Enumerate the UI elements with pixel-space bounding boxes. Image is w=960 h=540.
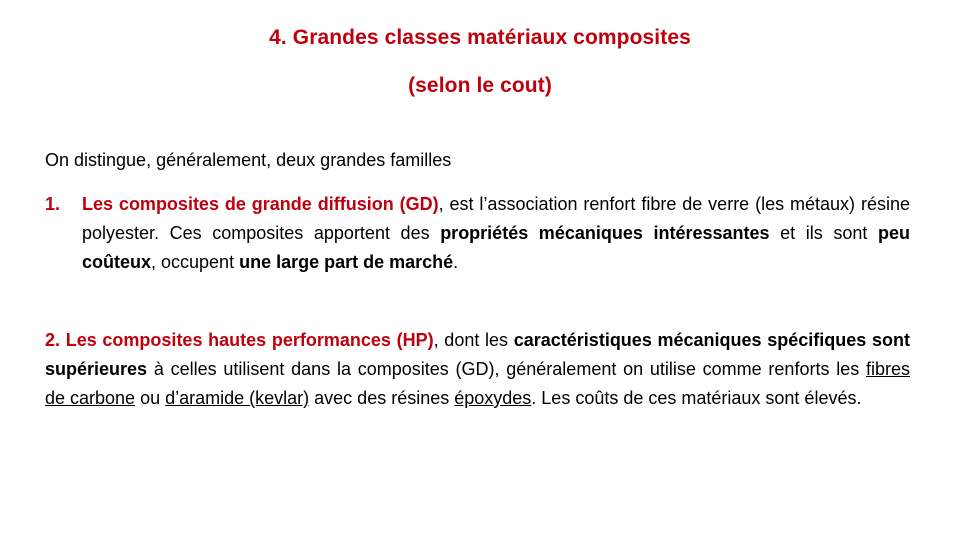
gd-bold-properties: propriétés mécaniques intéressantes <box>440 223 770 243</box>
intro-text: On distingue, généralement, deux grandes familles <box>45 150 452 170</box>
list-item-body <box>82 190 910 277</box>
hp-heading: 2. Les composites hautes performances (HP) <box>45 330 434 350</box>
paragraph-hp <box>45 326 910 413</box>
hp-underline-epoxy: époxydes <box>454 388 532 408</box>
hp-text-5: . Les coûts de ces matériaux sont élevés. <box>531 388 862 408</box>
gd-text-3: , occupent <box>151 252 240 272</box>
hp-underline-carbon: fibres de carbone <box>45 359 910 408</box>
hp-text-4: avec des résines <box>309 388 455 408</box>
gd-bold-cost: peu coûteux <box>82 223 910 272</box>
hp-bold-characteristics: caractéristiques mécaniques spécifiques sont supérieures <box>45 330 910 379</box>
gd-text-2: et ils sont <box>769 223 878 243</box>
list-marker: 1. <box>45 194 61 214</box>
slide-subtitle: (selon le cout) <box>408 74 552 97</box>
slide-title: 4. Grandes classes matériaux composites <box>269 26 691 49</box>
hp-text-3: ou <box>135 388 166 408</box>
gd-bold-market: une large part de marché <box>239 252 454 272</box>
hp-text-2: à celles utilisent dans la composites (GD), généralement on utilise comme renforts les <box>147 359 866 379</box>
gd-text-4: . <box>453 252 459 272</box>
gd-text-1: , est l’association renfort fibre de verre (les métaux) résine polyester. Ces composites apportent des <box>82 194 910 243</box>
gd-heading: Les composites de grande diffusion (GD) <box>82 194 439 214</box>
hp-text-1: , dont les <box>433 330 514 350</box>
hp-underline-aramid: d’aramide (kevlar) <box>165 388 310 408</box>
